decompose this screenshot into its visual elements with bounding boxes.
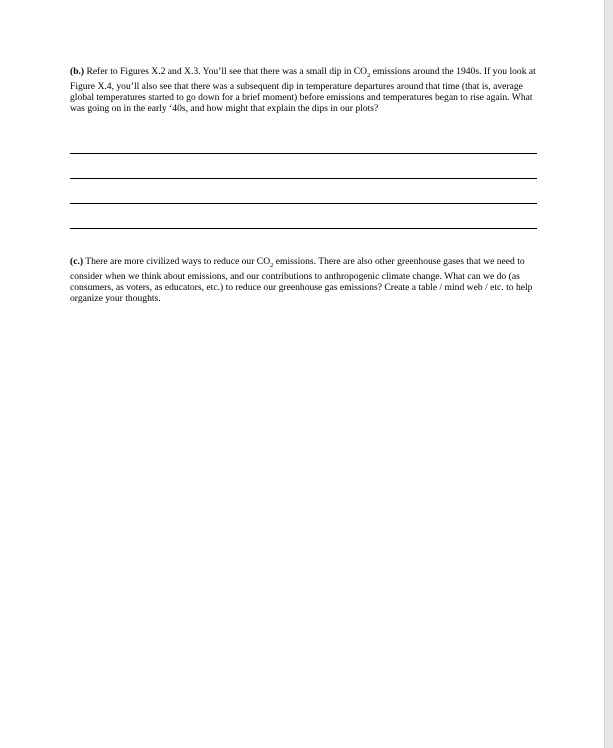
question-c-text-part2: emissions. There are also other greenhouse gases that we need to consider when we think about emissions, and our contributions to anthropogenic climate change. What can we do (as consumers, as voters, as educators, etc.) to reduce our greenhouse gas emissions? Create a table / mind web / etc. to help organize your thoughts. xyxy=(70,256,533,305)
question-c-text-part1: There are more civilized ways to reduce our CO xyxy=(83,256,271,267)
question-c-label: (c.) xyxy=(70,256,84,267)
page-edge-shadow xyxy=(604,0,613,748)
question-b-label: (b.) xyxy=(70,66,85,77)
answer-line-1[interactable] xyxy=(70,153,537,154)
answer-line-2[interactable] xyxy=(70,178,537,179)
answer-line-4[interactable] xyxy=(70,228,537,229)
question-c xyxy=(70,256,540,304)
question-b-subscript: 2 xyxy=(367,71,371,79)
question-b-text-part2: emissions around the 1940s. If you look at Figure X.4, you’ll also see that there was a subsequent dip in temperature departures around that time (that is, average global temperatures started to go down for a brief moment) before emissions and temperatures began to rise again. What was going on in the early ‘40s, and how might that explain the dips in our plots? xyxy=(70,66,536,115)
answer-line-3[interactable] xyxy=(70,203,537,204)
question-b xyxy=(70,66,540,114)
question-b-text-part1: Refer to Figures X.2 and X.3. You’ll see that there was a small dip in CO xyxy=(84,66,368,77)
question-c-subscript: 2 xyxy=(270,261,274,269)
